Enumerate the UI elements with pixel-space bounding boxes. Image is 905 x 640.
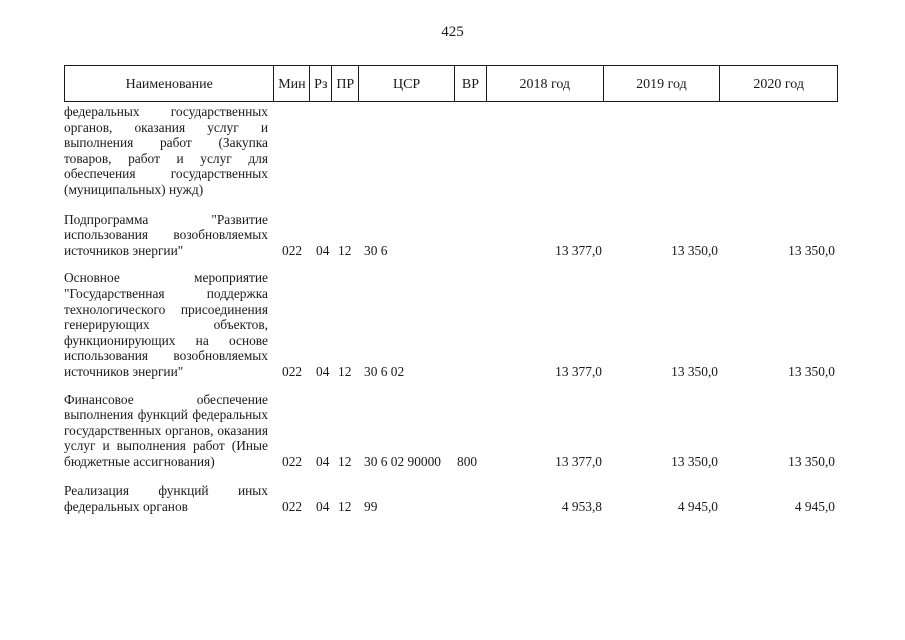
row-name: Финансовое обеспечение выполнения функций федеральных государственных органов, оказания услуг и выполнения работ (Иные бюджетные ассигнования) bbox=[64, 391, 268, 469]
row-csr: 99 bbox=[364, 499, 378, 515]
row-2019: 4 945,0 bbox=[677, 499, 718, 515]
page-number: 425 bbox=[441, 24, 464, 40]
row-min: 022 bbox=[282, 242, 303, 258]
row-2018: 13 377,0 bbox=[555, 453, 602, 469]
row-2019: 13 350,0 bbox=[671, 363, 718, 379]
row-csr: 30 6 bbox=[364, 242, 388, 258]
header-rz: Рз bbox=[310, 66, 332, 101]
header-min: Мин bbox=[274, 66, 310, 101]
row-rz: 04 bbox=[316, 363, 330, 379]
row-2020: 13 350,0 bbox=[788, 242, 835, 258]
row-name: Реализация функций иных федеральных органов bbox=[64, 483, 268, 515]
header-2018: 2018 год bbox=[487, 66, 604, 101]
row-rz: 04 bbox=[316, 453, 330, 469]
row-2020: 13 350,0 bbox=[788, 453, 835, 469]
row-csr: 30 6 02 90000 bbox=[364, 453, 441, 469]
row-pr: 12 bbox=[338, 363, 352, 379]
row-pr: 12 bbox=[338, 242, 352, 258]
row-2020: 4 945,0 bbox=[794, 499, 835, 515]
row-rz: 04 bbox=[316, 499, 330, 515]
row-2019: 13 350,0 bbox=[671, 242, 718, 258]
table-row bbox=[64, 392, 838, 470]
row-min: 022 bbox=[282, 363, 303, 379]
row-2020: 13 350,0 bbox=[788, 363, 835, 379]
row-min: 022 bbox=[282, 499, 303, 515]
row-csr: 30 6 02 bbox=[364, 363, 405, 379]
table-row bbox=[64, 212, 838, 259]
table-row bbox=[64, 483, 838, 514]
row-name: Подпрограмма "Развитие использования возобновляемых источников энергии" bbox=[64, 211, 268, 258]
row-rz: 04 bbox=[316, 242, 330, 258]
header-vr: ВР bbox=[455, 66, 487, 101]
row-2018: 4 953,8 bbox=[561, 499, 602, 515]
row-name: федеральных государственных органов, оказания услуг и выполнения работ (Закупка товаров, работ и услуг для обеспечения государственных (муниципальных) нужд) bbox=[64, 104, 268, 197]
row-vr: 800 bbox=[457, 453, 478, 469]
row-min: 022 bbox=[282, 453, 303, 469]
header-2019: 2019 год bbox=[604, 66, 721, 101]
row-name: Основное мероприятие "Государственная поддержка технологического присоединения генерирующих объектов, функционирующих на основе использования возобновляемых источников энергии" bbox=[64, 270, 268, 379]
header-2020: 2020 год bbox=[753, 76, 804, 92]
row-2019: 13 350,0 bbox=[671, 453, 718, 469]
header-name: Наименование bbox=[65, 66, 274, 101]
row-2018: 13 377,0 bbox=[555, 242, 602, 258]
table-row bbox=[64, 270, 838, 379]
header-pr: ПР bbox=[332, 66, 359, 101]
table-row bbox=[64, 104, 838, 198]
row-2018: 13 377,0 bbox=[555, 363, 602, 379]
table-body bbox=[64, 104, 838, 515]
row-pr: 12 bbox=[338, 453, 352, 469]
header-csr: ЦСР bbox=[359, 66, 455, 101]
table-header bbox=[64, 65, 838, 102]
row-pr: 12 bbox=[338, 499, 352, 515]
